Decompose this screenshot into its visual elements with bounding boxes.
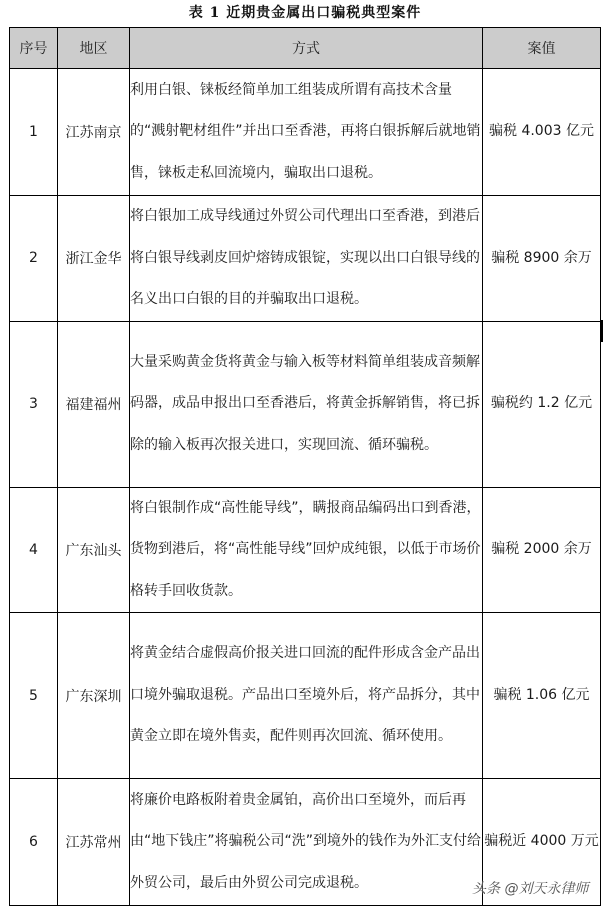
header-value: 案值 [483,28,601,69]
cell-value: 骗税 2000 余万 [483,487,601,613]
cell-region: 江苏南京 [58,69,130,196]
table-row [10,321,601,487]
table-row [10,196,601,322]
watermark: 头条 @刘天永律师 [472,881,589,897]
table-caption: 表 1 近期贵金属出口骗税典型案件 [188,5,422,21]
cell-method: 将廉价电路板附着贵金属铂，高价出口至境外，而后再由“地下钱庄”将骗税公司“洗”到境外的钱作为外汇支付给外贸公司，最后由外贸公司完成退税。 [130,779,483,906]
cell-value: 骗税约 1.2 亿元 [483,321,601,487]
cell-method: 利用白银、铼板经简单加工组装成所谓有高技术含量的“溅射靶材组件”并出口至香港，再将白银拆解后就地销售，铼板走私回流境内，骗取出口退税。 [130,69,483,196]
cell-no: 2 [10,196,58,322]
cell-no: 5 [10,613,58,779]
cell-method: 将白银制作成“高性能导线”，瞒报商品编码出口到香港，货物到港后，将“高性能导线”回炉成纯银，以低于市场价格转手回收货款。 [130,487,483,613]
cell-value: 骗税近 4000 万元 [483,779,601,906]
cell-value: 骗税 8900 余万 [483,196,601,322]
cell-no: 3 [10,321,58,487]
header-method: 方式 [130,28,483,69]
cell-region: 福建福州 [58,321,130,487]
header-region: 地区 [58,28,130,69]
cell-region: 江苏常州 [58,779,130,906]
table-row [10,69,601,196]
cell-region: 浙江金华 [58,196,130,322]
cell-no: 1 [10,69,58,196]
cell-no: 4 [10,487,58,613]
table-header-row [10,28,601,69]
cell-region: 广东深圳 [58,613,130,779]
table-row [10,613,601,779]
tax-fraud-cases-table [9,27,601,906]
cell-value: 骗税 1.06 亿元 [483,613,601,779]
cell-value: 骗税 4.003 亿元 [483,69,601,196]
cell-method: 将白银加工成导线通过外贸公司代理出口至香港，到港后将白银导线剥皮回炉熔铸成银锭，实现以出口白银导线的名义出口白银的目的并骗取出口退税。 [130,196,483,322]
cell-method: 将黄金结合虚假高价报关进口回流的配件形成含金产品出口境外骗取退税。产品出口至境外后，将产品拆分，其中黄金立即在境外售卖，配件则再次回流、循环使用。 [130,613,483,779]
table-row [10,487,601,613]
cell-method: 大量采购黄金货将黄金与输入板等材料简单组装成音频解码器，成品申报出口至香港后，将黄金拆解销售，将已拆除的输入板再次报关进口，实现回流、循环骗税。 [130,321,483,487]
text-cursor-mark [600,320,603,342]
cell-no: 6 [10,779,58,906]
header-no: 序号 [10,28,58,69]
cell-region: 广东汕头 [58,487,130,613]
